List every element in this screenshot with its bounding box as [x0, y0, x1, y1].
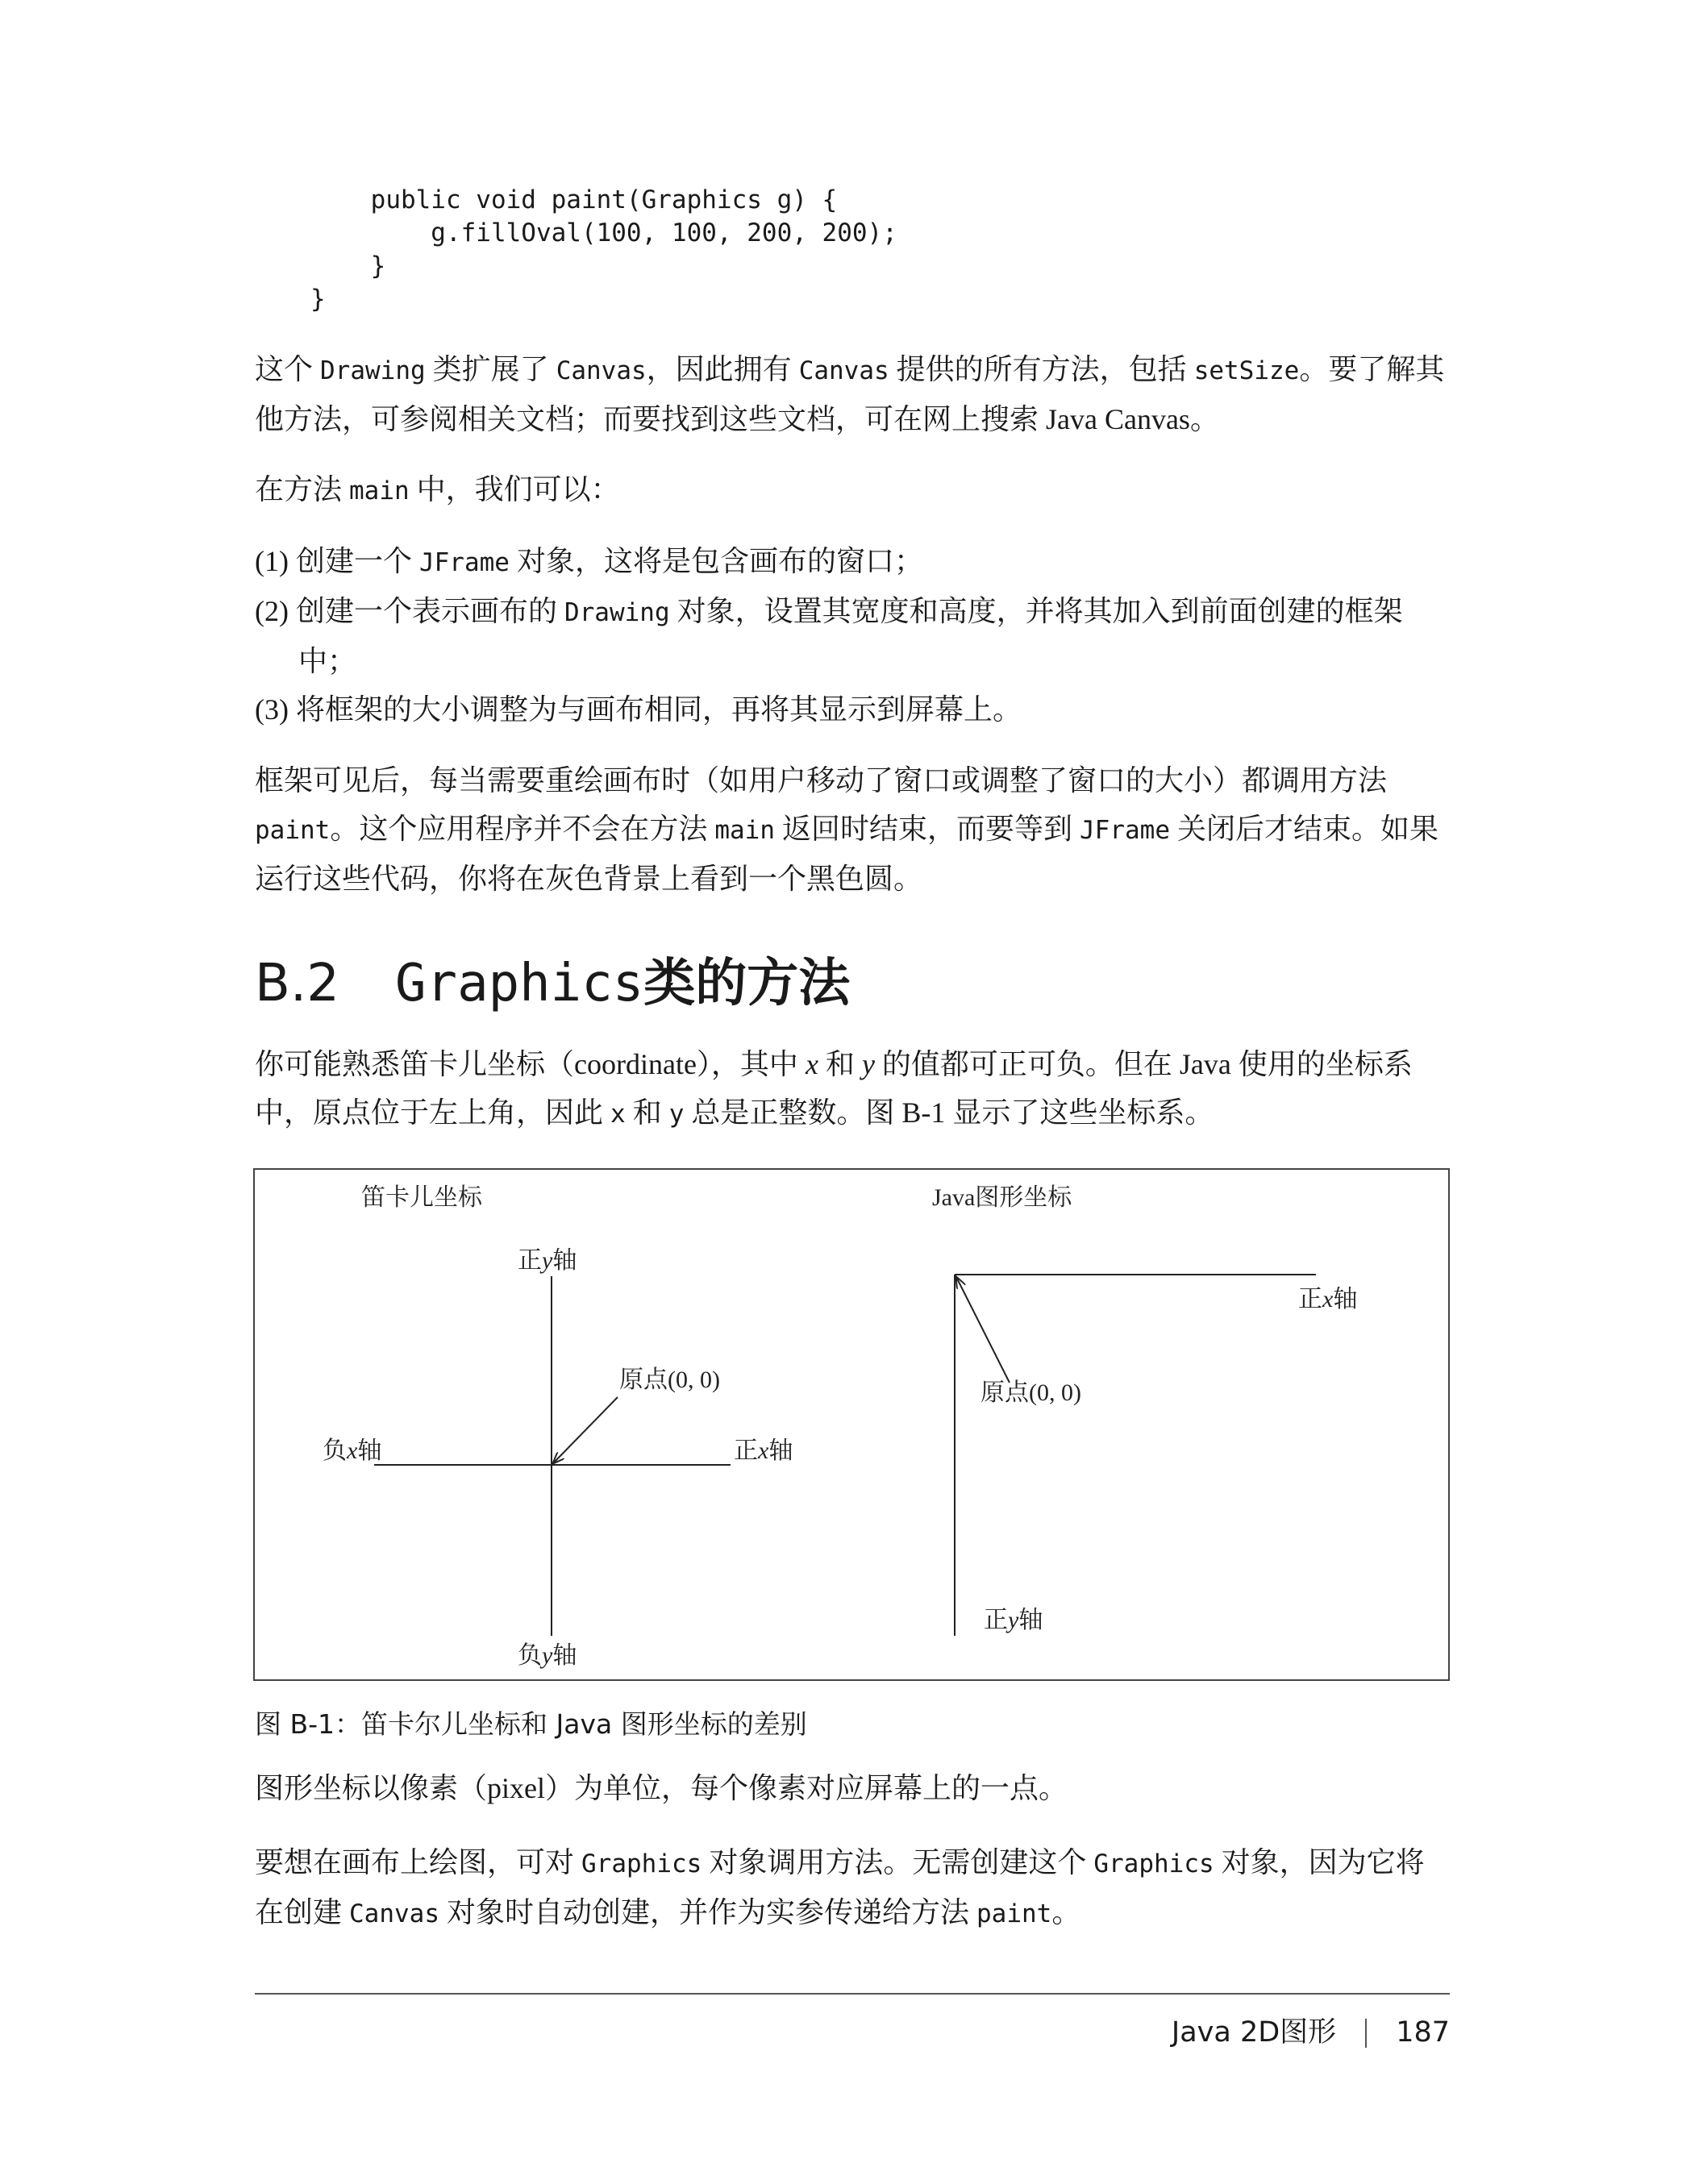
variable-y: y: [861, 1048, 875, 1080]
text-span: 你可能熟悉笛卡儿坐标（coordinate），其中: [255, 1048, 806, 1080]
list-item: [255, 685, 1450, 734]
inline-code: paint: [976, 1899, 1052, 1928]
paragraph-pixel: 图形坐标以像素（pixel）为单位，每个像素对应屏幕上的一点。: [255, 1772, 1068, 1804]
inline-code: x: [610, 1100, 626, 1129]
page-number: 187: [1396, 2016, 1450, 2049]
paragraph-frame-visible: [255, 756, 1450, 903]
inline-code: Canvas: [556, 356, 647, 385]
list-item: [255, 537, 1450, 587]
text-span: (2) 创建一个表示画布的: [255, 595, 564, 627]
text-span: 的值都可正可负。但在 Java 使用的坐标系中，原点位于左上角，因此: [255, 1048, 1413, 1129]
right-diagram-title: Java图形坐标: [932, 1184, 1072, 1211]
section-heading: [255, 942, 850, 1016]
right-positive-y-label: 正y轴: [984, 1607, 1043, 1633]
text-span: 和: [818, 1048, 862, 1080]
footer-divider: [255, 1993, 1450, 1995]
inline-code: y: [668, 1100, 685, 1129]
inline-code: paint: [255, 816, 331, 845]
left-origin-arrow: [553, 1397, 618, 1463]
inline-code: main: [349, 476, 410, 505]
text-span: 框架可见后，每当需要重绘画布时（如用户移动了窗口或调整了窗口的大小）都调用方法: [255, 764, 1388, 797]
figure-coordinate-systems: [253, 1168, 1450, 1681]
code-line: public void paint(Graphics g) {: [310, 185, 838, 214]
steps-list: [255, 537, 1450, 734]
section-number: B.2: [255, 954, 339, 1013]
text-span: 提供的所有方法，包括: [889, 353, 1194, 385]
text-span: 和: [625, 1096, 669, 1129]
text-span: 对象，因为它将在创建: [255, 1846, 1425, 1928]
inline-code: Canvas: [798, 356, 889, 385]
paragraph-coordinates: [255, 1040, 1450, 1138]
text-span: 总是正整数。图 B-1 显示了这些坐标系。: [684, 1096, 1214, 1129]
text-span: 在方法: [255, 473, 350, 505]
text-span: 对象时自动创建，并作为实参传递给方法: [439, 1896, 977, 1928]
text-span: 对象，设置其宽度和高度，并将其加入到前面创建的框架中；: [298, 595, 1403, 677]
left-negative-y-label: 负y轴: [518, 1642, 577, 1669]
paragraph-drawing-class: [255, 345, 1450, 443]
right-origin-arrow: [956, 1277, 1010, 1383]
paragraph-main-method: [255, 465, 1450, 515]
left-positive-y-label: 正y轴: [518, 1247, 577, 1274]
left-diagram-title: 笛卡儿坐标: [361, 1184, 482, 1211]
inline-code: Canvas: [349, 1899, 439, 1928]
right-origin-label: 原点(0, 0): [980, 1379, 1081, 1406]
right-positive-x-label: 正x轴: [1298, 1286, 1358, 1312]
code-line: }: [310, 285, 326, 314]
section-title-code: Graphics: [395, 954, 644, 1013]
variable-x: x: [805, 1048, 818, 1080]
inline-code: setSize: [1193, 356, 1300, 385]
left-origin-label: 原点(0, 0): [619, 1367, 720, 1393]
text-span: 返回时结束，而要等到: [775, 813, 1080, 845]
inline-code: main: [714, 816, 775, 845]
text-span: 要想在画布上绘图，可对: [255, 1846, 582, 1878]
coordinate-diagram: [255, 1170, 1451, 1683]
inline-code: JFrame: [418, 548, 510, 577]
list-item: [255, 587, 1450, 685]
text-span: 中，我们可以：: [409, 473, 620, 505]
text-span: 。: [1051, 1896, 1081, 1928]
inline-code: Graphics: [1093, 1849, 1214, 1878]
inline-code: Graphics: [581, 1849, 702, 1878]
text-span: 对象调用方法。无需创建这个: [702, 1846, 1094, 1878]
paragraph-graphics-object: [255, 1838, 1450, 1938]
text-span: 。这个应用程序并不会在方法: [330, 813, 715, 845]
text-span: 。要了解其他方法，可参阅相关文档；而要找到这些文档，可在网上搜索 Java Canvas。: [255, 353, 1445, 435]
inline-code: Drawing: [320, 356, 426, 385]
text-span: 类扩展了: [425, 353, 556, 385]
text-span: ，因此拥有: [646, 353, 799, 385]
text-span: (3) 将框架的大小调整为与画布相同，再将其显示到屏幕上。: [255, 693, 1022, 726]
inline-code: JFrame: [1080, 816, 1170, 845]
section-title-text: 类的方法: [643, 954, 851, 1013]
text-span: (1) 创建一个: [255, 545, 419, 577]
figure-caption: 图 B-1：笛卡尔儿坐标和 Java 图形坐标的差别: [255, 1708, 807, 1740]
footer-chapter-title: Java 2D图形: [1171, 2016, 1337, 2049]
left-positive-x-label: 正x轴: [734, 1437, 793, 1464]
page-footer: [1172, 2010, 1450, 2050]
text-span: 关闭后才结束。如果运行这些代码，你将在灰色背景上看到一个黑色圆。: [255, 813, 1439, 895]
code-block: [310, 184, 897, 316]
text-span: 这个: [255, 353, 321, 385]
code-line: g.fillOval(100, 100, 200, 200);: [310, 218, 897, 248]
left-negative-x-label: 负x轴: [323, 1437, 382, 1464]
text-span: 对象，这将是包含画布的窗口；: [509, 545, 923, 577]
footer-separator: [1365, 2019, 1367, 2048]
inline-code: Drawing: [564, 598, 670, 627]
code-line: }: [310, 252, 386, 281]
